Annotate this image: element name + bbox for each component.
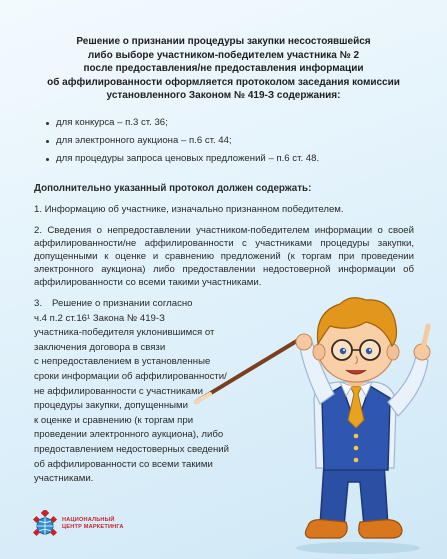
item3-line: участника-победителя уклонившимся от [34,327,215,339]
item3-line: ч.4 п.2 ст.16¹ Закона № 419-З [34,312,165,324]
heading-line: Решение о признании процедуры закупки несостоявшейся [76,36,371,47]
item3-line: об аффилированности со всеми такими [34,458,213,470]
item3-line: участниками. [34,473,94,485]
item3-number: 3. [34,298,43,309]
bullet-item-contest: для конкурса – п.3 ст. 36; [46,114,406,132]
logo-text [62,517,124,531]
bullet-item-price-request: для процедуры запроса ценовых предложений – п.6 ст. 48. [46,150,406,168]
item3-line: проведении электронного аукциона), либо [34,429,224,441]
national-marketing-center-logo [32,510,152,540]
item3-line: сроки информации об аффилированности/ [34,370,227,382]
heading-line: об аффилированности оформляется протоколом заседания комиссии [47,76,400,88]
pointer-stick [196,339,300,402]
logo-line: ЦЕНТР МАРКЕТИНГА [62,524,124,530]
bullet-item-auction: для электронного аукциона – п.6 ст. 44; [46,132,406,150]
heading-line: после предоставления/не предоставления информации [83,63,364,74]
item3-line: процедуры закупки, допущенными [34,400,188,412]
heading-line: установленного Законом № 419-З содержания: [106,90,341,101]
procedure-bullet-list [46,114,406,168]
item3-line: предоставлением недостоверных сведений [34,443,230,455]
item3-line: к оценке и сравнению (к торгам при [34,414,194,426]
heading-line: либо выборе участником-победителем участника № 2 [87,49,360,61]
teacher-boy-illustration [188,286,443,556]
item3-line: Решение о признании согласно [52,298,193,309]
item3-line: заключения договора в связи [34,341,166,353]
item3-line: с непредоставлением в установленные [34,356,211,368]
logo-line: НАЦИОНАЛЬНЫЙ [62,517,115,523]
protocol-subheading: Дополнительно указанный протокол должен содержать: [34,183,312,194]
item3-line: не аффилированности с участниками [34,385,204,397]
page-heading [40,35,407,103]
protocol-item-1: 1. Информацию об участнике, изначально признанном победителем. [34,204,344,215]
logo-emblem-icon [32,510,58,538]
protocol-item-2: 2. Сведения о непредоставлении участником-победителем информации о своей аффилированности/не аффилированности с участниками процедуры закупки, допущенными к оценке и сравнению предложений (к торгам при проведении электронного аукциона) либо предоставлении недостоверной информации об аффилированности со всеми такими участниками. [34,225,414,288]
